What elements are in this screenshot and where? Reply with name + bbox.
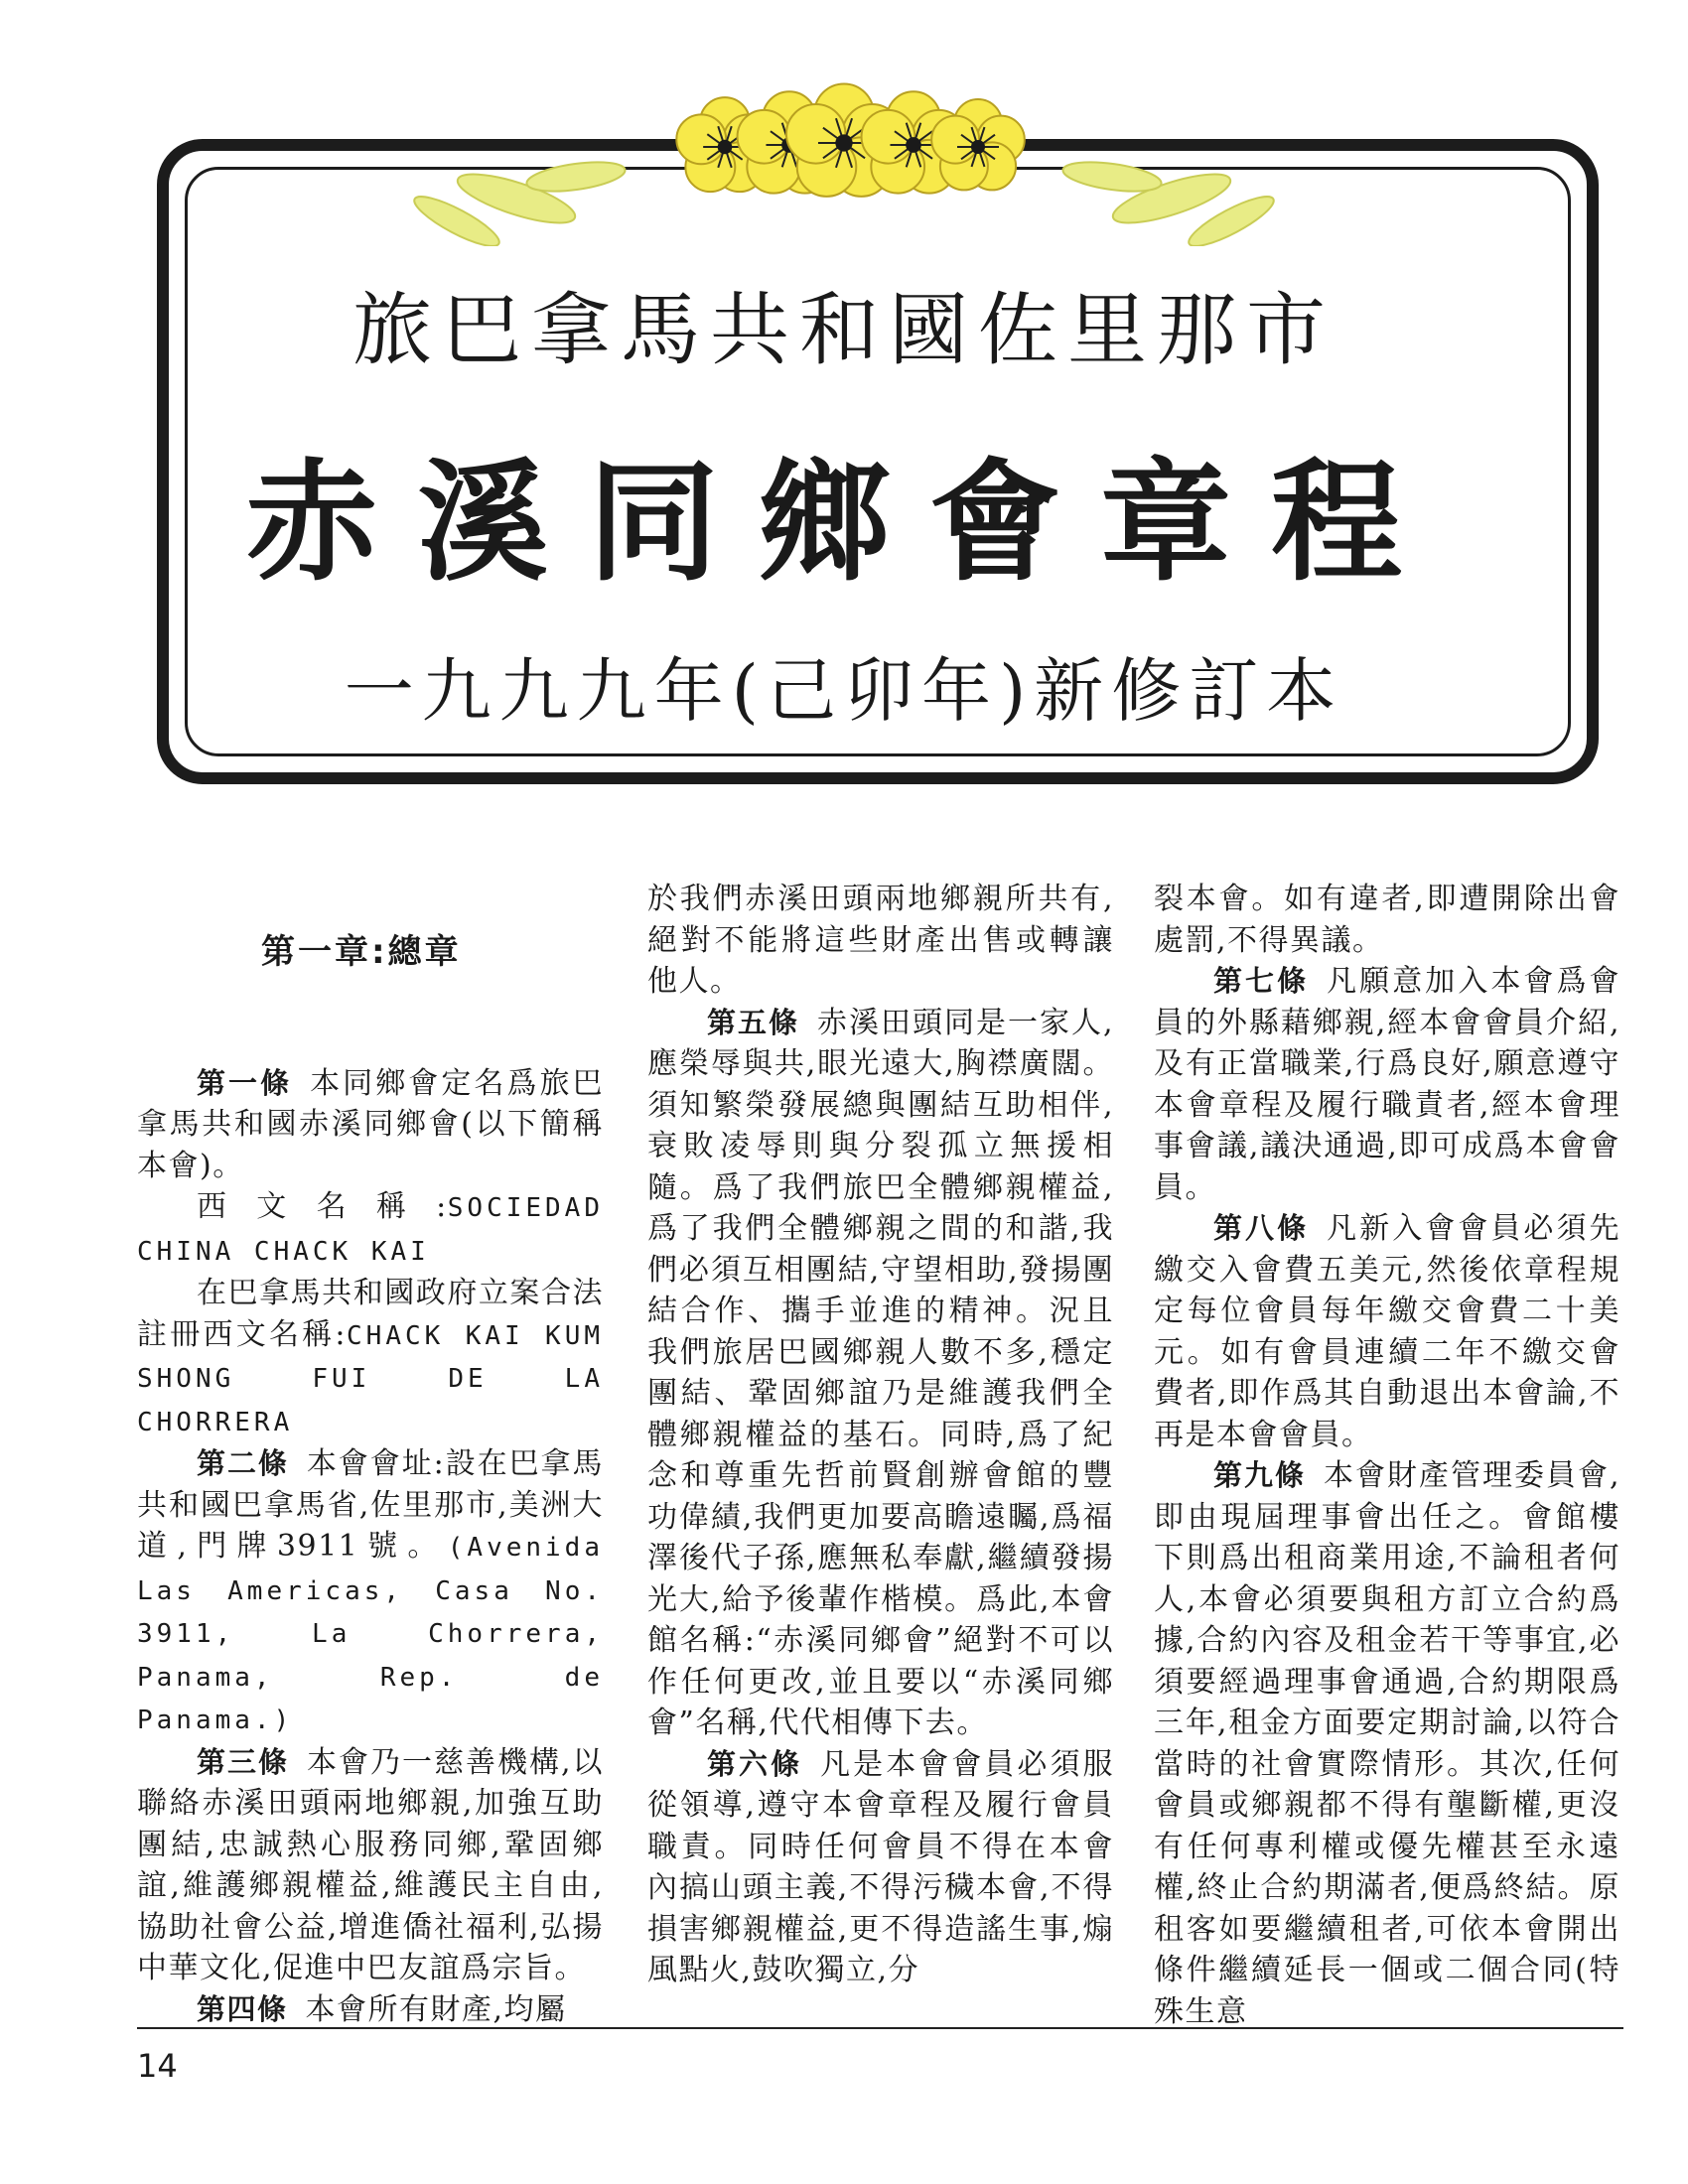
western-name-prefix: 西文名稱: <box>197 1189 448 1224</box>
article-5 <box>647 1003 1114 1744</box>
footer-rule <box>137 2027 1623 2029</box>
title-main: 赤溪同鄉會章程 <box>246 447 1442 600</box>
article-1 <box>137 1063 604 1187</box>
article-6 <box>647 1744 1114 1991</box>
article-text: 本會所有財產,均屬 <box>305 1991 567 2027</box>
article-9 <box>1154 1455 1620 2032</box>
text-column-2 <box>647 879 1114 1991</box>
chapter-heading: 第一章:總章 <box>261 932 462 972</box>
article-label: 第一條 <box>197 1065 293 1100</box>
article-text: 本同鄉會定名爲旅巴拿馬共和國赤溪同鄉會(以下簡稱本會)。 <box>137 1065 604 1183</box>
article-text: 本會會址:設在巴拿馬共和國巴拿馬省,佐里那市,美洲大道,門牌3911號。 <box>137 1446 604 1564</box>
flower-garland-icon <box>397 58 1291 246</box>
article-label: 第八條 <box>1213 1211 1310 1245</box>
article-text: 凡是本會會員必須服從領導,遵守本會章程及履行會員職責。同時任何會員不得在本會內搞山頭主義,不得污穢本會,不得損害鄉親權益,更不得造謠生事,煽風點火,鼓吹獨立,分 <box>647 1746 1114 1987</box>
page-number: 14 <box>137 2047 178 2085</box>
text-column-1 <box>137 879 604 2030</box>
article-label: 第二條 <box>197 1446 289 1480</box>
article-6-continued: 裂本會。如有違者,即遭開除出會處罰,不得異議。 <box>1154 882 1620 958</box>
article-text: 本會財產管理委員會,即由現屆理事會出任之。會館樓下則爲出租商業用途,不論租者何人,本會必須要與租方訂立合約爲據,合約內容及租金若干等事宜,必須要經過理事會通過,合約期限爲三年,租金方面要定期討論,以符合當時的社會實際情形。其次,任何會員或鄉親都不得有壟斷權,更沒有任何專利權或優先權甚至永遠權,終止合約期滿者,便爲終結。原租客如要繼續租者,可依本會開出條件繼續延長一個或二個合同(特殊生意 <box>1154 1458 1620 2029</box>
title-location: 旅巴拿馬共和國佐里那市 <box>352 284 1336 376</box>
article-label: 第四條 <box>197 1991 288 2026</box>
leaf-left-icon <box>409 157 627 246</box>
article-text: 凡願意加入本會爲會員的外縣藉鄉親,經本會會員介紹,及有正當職業,行爲良好,願意遵守本會章程及履行職責者,經本會理事會議,議決通過,即可成爲本會會員。 <box>1154 964 1620 1205</box>
registered-name <box>137 1273 604 1443</box>
registered-name-value: CHACK KAI KUM SHONG FUI DE LA CHORRERA <box>137 1320 604 1437</box>
article-text: 本會乃一慈善機構,以聯絡赤溪田頭兩地鄉親,加強互助團結,忠誠熱心服務同鄉,鞏固鄉誼,維護鄉親權益,維護民主自由,協助社會公益,增進僑社福利,弘揚中華文化,促進中巴友誼爲宗旨。 <box>137 1744 604 1985</box>
article-2 <box>137 1443 604 1742</box>
article-text: 凡新入會會員必須先繳交入會費五美元,然後依章程規定每位會員每年繳交會費二十美元。如有會員連續二年不繳交會費者,即作爲其自動退出本會論,不再是本會會員。 <box>1154 1211 1620 1452</box>
western-name-value: SOCIEDAD CHINA CHACK KAI <box>137 1193 604 1267</box>
article-label: 第三條 <box>197 1744 289 1779</box>
article-3 <box>137 1742 604 1989</box>
article-label: 第五條 <box>707 1005 799 1039</box>
registered-name-prefix: 在巴拿馬共和國政府立案合法註冊西文名稱: <box>137 1276 604 1352</box>
address-latin: (Avenida Las Americas, Casa No. 3911, La Chorrera, Panama, Rep. de Panama.) <box>137 1533 604 1735</box>
western-name <box>137 1186 604 1273</box>
title-edition: 一九九九年(己卯年)新修訂本 <box>344 650 1344 732</box>
article-label: 第六條 <box>707 1746 803 1781</box>
article-4-continued: 於我們赤溪田頭兩地鄉親所共有,絕對不能將這些財產出售或轉讓他人。 <box>647 882 1114 999</box>
article-7 <box>1154 961 1620 1208</box>
article-label: 第九條 <box>1213 1458 1306 1492</box>
leaf-right-icon <box>1061 157 1279 246</box>
article-text: 赤溪田頭同是一家人,應榮辱與共,眼光遠大,胸襟廣闊。須知繁榮發展總與團結互助相伴,衰敗凌辱則與分裂孤立無援相隨。爲了我們旅巴全體鄉親權益,爲了我們全體鄉親之間的和諧,我們必須互相團結,守望相助,發揚團結合作、攜手並進的精神。況且我們旅居巴國鄉親人數不多,穩定團結、鞏固鄉誼乃是維護我們全體鄉親權益的基石。同時,爲了紀念和尊重先哲前賢創辦會館的豐功偉績,我們更加要高瞻遠矚,爲福澤後代子孫,應無私奉獻,繼續發揚光大,給予後輩作楷模。爲此,本會館名稱:“赤溪同鄉會”絕對不可以作任何更改,並且要以“赤溪同鄉會”名稱,代代相傳下去。 <box>647 1005 1114 1740</box>
article-8 <box>1154 1208 1620 1455</box>
article-4 <box>137 1989 604 2031</box>
article-label: 第七條 <box>1213 964 1310 998</box>
text-column-3 <box>1154 879 1620 2032</box>
